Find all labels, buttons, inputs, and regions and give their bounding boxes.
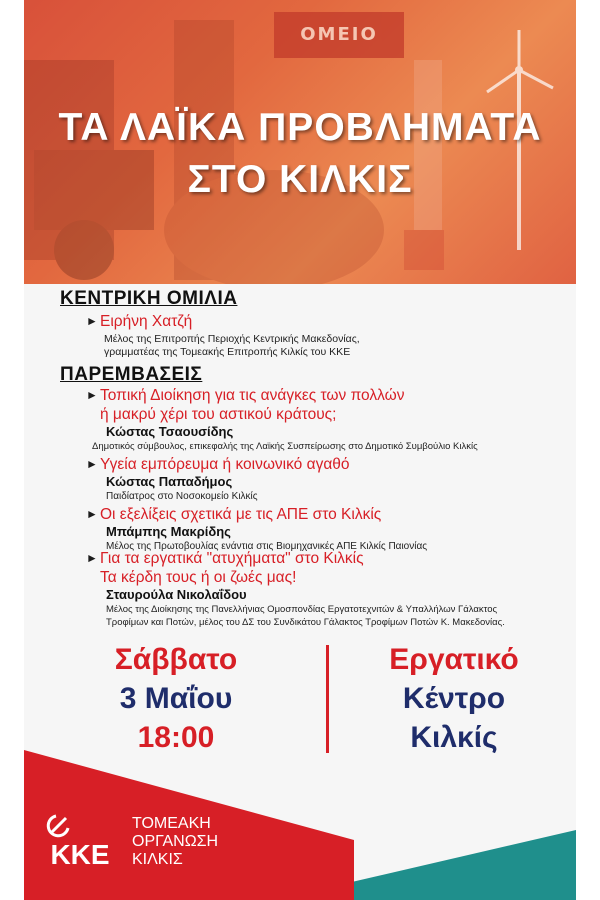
intervention-item	[86, 386, 576, 453]
arrow-icon: ►	[86, 457, 98, 471]
arrow-icon: ►	[86, 507, 98, 521]
intervention-role: Παιδίατρος στο Νοσοκομείο Κιλκίς	[106, 491, 258, 502]
kke-logo	[38, 808, 122, 872]
intervention-topic: ► Τοπική Διοίκηση για τις ανάγκες των πολλών ή μακρύ χέρι του αστικού κράτους;	[86, 387, 405, 423]
arrow-icon: ►	[86, 551, 98, 565]
logo-text: ΚΚΕ	[50, 839, 110, 870]
organization-name	[132, 815, 218, 869]
org-line-3: ΚΙΛΚΙΣ	[132, 851, 183, 868]
intervention-role-line-2: Τροφίμων και Ποτών, μέλος του ΔΣ του Συνδικάτου Γάλακτος Τροφίμων Ποτών Κ. Μακεδονίας.	[106, 617, 505, 628]
intervention-topic: ► Για τα εργατικά "ατυχήματα" στο Κιλκίς Τα κέρδη τους ή οι ζωές μας!	[86, 550, 364, 586]
intervention-speaker: Κώστας Παπαδήμος	[106, 474, 233, 489]
title-line-1: ΤΑ ΛΑΪΚΑ ΠΡΟΒΛΗΜΑΤΑ	[58, 106, 542, 149]
intervention-item	[86, 505, 576, 553]
arrow-icon: ►	[86, 314, 98, 328]
arrow-icon: ►	[86, 388, 98, 402]
org-line-2: ΟΡΓΑΝΩΣΗ	[132, 833, 219, 850]
intervention-speaker: Κώστας Τσαουσίδης	[106, 424, 234, 439]
banner-sign: ΟΜΕΙΟ	[274, 12, 404, 58]
intervention-role-line-1: Μέλος της Διοίκησης της Πανελλήνιας Ομοσπονδίας Εργατοτεχνιτών & Υπαλλήλων Γάλακτος	[106, 604, 498, 615]
org-line-1: ΤΟΜΕΑΚΗ	[132, 815, 211, 832]
venue-line-3: Κιλκίς	[410, 721, 498, 754]
intervention-topic: ► Υγεία εμπόρευμα ή κοινωνικό αγαθό	[86, 456, 350, 473]
intervention-topic: ► Οι εξελίξεις σχετικά με τις ΑΠΕ στο Κιλκίς	[86, 506, 382, 523]
intervention-item	[86, 455, 576, 503]
event-time: 18:00	[137, 721, 215, 754]
event-day: Σάββατο	[114, 643, 238, 676]
header-banner	[24, 0, 576, 284]
poster	[24, 0, 576, 900]
venue-line-2: Κέντρο	[402, 682, 506, 715]
interventions-heading: ΠΑΡΕΜΒΑΣΕΙΣ	[60, 364, 203, 385]
intervention-speaker: Μπάμπης Μακρίδης	[106, 524, 231, 539]
title-line-2: ΣΤΟ ΚΙΛΚΙΣ	[187, 158, 413, 201]
keynote-heading: ΚΕΝΤΡΙΚΗ ΟΜΙΛΙΑ	[60, 288, 238, 309]
intervention-speaker: Σταυρούλα Νικολαΐδου	[106, 587, 247, 602]
intervention-item	[86, 549, 576, 629]
event-date: 3 Μαΐου	[119, 682, 233, 715]
intervention-role: Μέλος της Πρωτοβουλίας ενάντια στις Βιομηχανικές ΑΠΕ Κιλκίς Παιονίας	[106, 541, 428, 552]
keynote-item	[86, 312, 576, 359]
keynote-speaker: ► Ειρήνη Χατζή	[86, 313, 193, 330]
venue-line-1: Εργατικό	[389, 643, 519, 676]
intervention-role: Δημοτικός σύμβουλος, επικεφαλής της Λαϊκής Συσπείρωσης στο Δημοτικό Συμβούλιο Κιλκίς	[92, 441, 478, 452]
keynote-role-line-1: Μέλος της Επιτροπής Περιοχής Κεντρικής Μακεδονίας,	[104, 333, 360, 345]
keynote-role-line-2: γραμματέας της Τομεακής Επιτροπής Κιλκίς του ΚΚΕ	[104, 346, 351, 358]
poster-title	[24, 102, 576, 206]
